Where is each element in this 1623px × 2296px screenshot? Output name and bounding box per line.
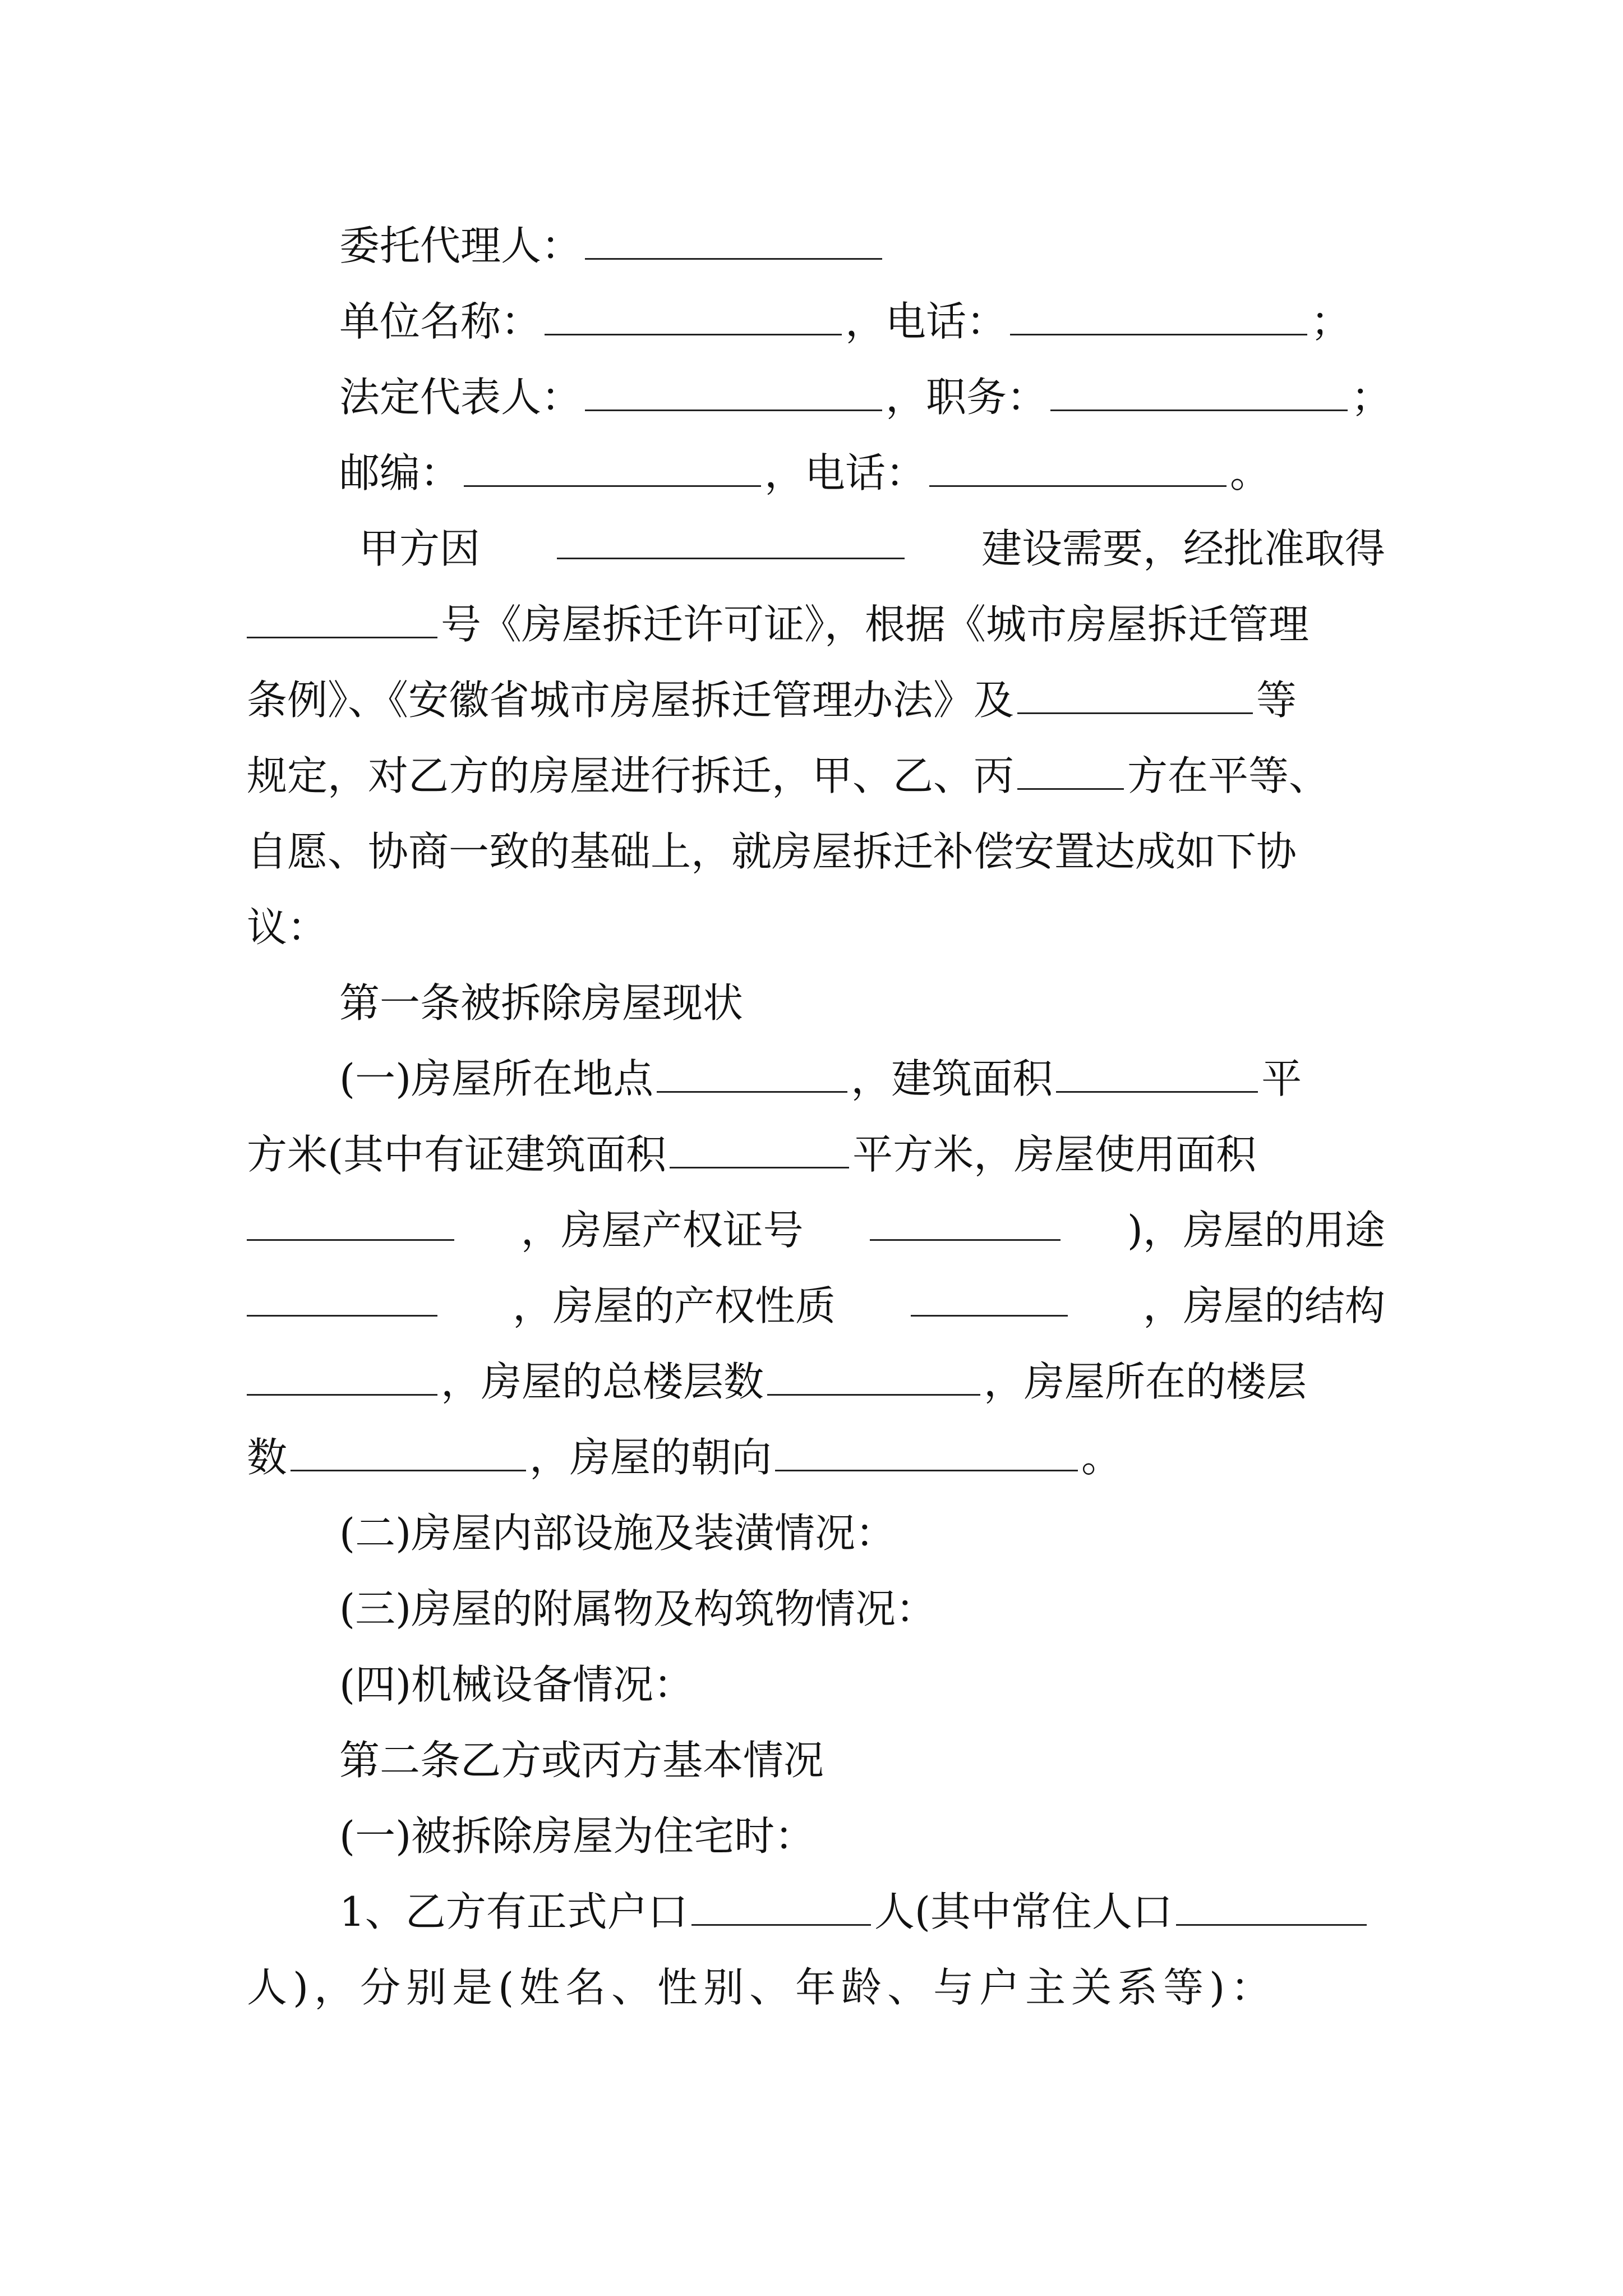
blank-phone-2 [929,448,1227,487]
blank-postcode [464,448,761,487]
blank-orientation [775,1433,1078,1471]
blank-legal-rep [585,372,882,411]
blank-regulations [1017,675,1253,714]
heading: 第二条乙方或丙方基本情况 [339,1737,824,1784]
punct: ； [1351,374,1392,421]
article-1-item-3 [339,1581,1385,1637]
article-1-line-1 [339,1051,1385,1107]
text: ，房屋的产权性质 [512,1282,836,1329]
blank-location [657,1054,847,1093]
article-1-line-6 [247,1429,1385,1485]
blank-parties [1017,751,1124,790]
text: 人)，分别是(姓名、性别、年龄、与户主关系等)： [247,1964,1277,2011]
article-1-line-5 [247,1354,1385,1410]
blank-phone [1010,297,1307,335]
label-agent: 委托代理人： [339,222,582,269]
blank-floor [291,1433,526,1471]
blank-structure [247,1357,437,1396]
blank-unit-name [545,297,842,335]
text: 数 [247,1434,288,1481]
article-1-item-2 [339,1505,1385,1561]
punct: ； [1311,298,1352,345]
text: (一)房屋所在地点 [339,1055,654,1102]
text: ，房屋的总楼层数 [441,1358,764,1405]
article-2-item-1 [339,1808,1385,1864]
text: 方在平等、 [1127,752,1330,799]
para-line-4 [247,748,1385,804]
text: 规定，对乙方的房屋进行拆迁，甲、乙、丙 [247,752,1015,799]
text: 平方米，房屋使用面积 [852,1131,1257,1178]
text: 自愿、协商一致的基础上，就房屋拆迁补偿安置达成如下协 [247,828,1297,875]
text: ，房屋的结构 [1142,1282,1385,1329]
blank-total-floors [767,1357,980,1396]
para-line-5 [247,823,1385,880]
blank-usage [247,1278,437,1317]
article-2-line-2 [247,1959,1385,2016]
label-phone-2: ，电话： [764,449,926,496]
text: (二)房屋内部设施及装潢情况： [339,1510,896,1557]
text: ，房屋所在的楼层 [984,1358,1307,1405]
heading: 第一条被拆除房屋现状 [339,979,744,1027]
para-line-2 [247,596,1385,652]
label-unit-name: 单位名称： [339,298,542,345]
text: )，房屋的用途 [1127,1207,1385,1254]
blank-property-nature [911,1278,1068,1317]
text: ，房屋的朝向 [529,1434,772,1481]
text: 。 [1081,1434,1122,1481]
text: 号《房屋拆迁许可证》，根据《城市房屋拆迁管理 [441,601,1310,648]
text: (一)被拆除房屋为住宅时： [339,1812,815,1860]
text: 条例》、《安徽省城市房屋拆迁管理办法》及 [247,677,1015,724]
text: 等 [1256,677,1297,724]
text: (三)房屋的附属物及构筑物情况： [339,1585,937,1632]
text: 议： [247,904,328,951]
text: 甲方因 [359,525,481,572]
para-line-3 [247,672,1385,728]
article-1-heading [339,975,1385,1031]
article-1-item-4 [339,1657,1385,1713]
text: 平 [1261,1055,1302,1102]
blank-agent [585,221,882,260]
article-1-line-4 [247,1278,1385,1334]
punct: 。 [1230,449,1271,496]
text: ，房屋产权证号 [520,1207,804,1254]
para-line-6 [247,899,1385,955]
blank-permit-no [247,600,437,638]
legal-rep-line [339,369,1392,425]
label-postcode: 邮编： [339,449,461,496]
blank-certified-area [670,1130,849,1168]
unit-line [339,293,1385,349]
article-1-line-3 [247,1202,1385,1258]
blank-usable-area [247,1202,454,1241]
postcode-line [339,445,1385,501]
blank-floor-area [1056,1054,1258,1093]
blank-registered [691,1887,871,1926]
text: 方米(其中有证建筑面积 [247,1131,667,1178]
text: ，建筑面积 [851,1055,1053,1102]
label-phone: ，电话： [845,298,1007,345]
text: 1、乙方有正式户口 [339,1888,688,1935]
text: (四)机械设备情况： [339,1661,694,1708]
blank-cert-no [870,1202,1061,1241]
article-2-heading [339,1732,1385,1788]
label-legal-rep: 法定代表人： [339,374,582,421]
text: 建设需要，经批准取得 [981,525,1385,572]
article-2-line-1 [339,1884,1385,1940]
blank-project [557,521,905,559]
agent-line [339,218,1385,274]
para-line-1 [359,521,1385,577]
label-position: ，职务： [886,374,1048,421]
article-1-line-2 [247,1126,1385,1182]
blank-position [1050,372,1348,411]
blank-resident [1176,1887,1367,1926]
text: 人(其中常住人口 [874,1888,1173,1935]
